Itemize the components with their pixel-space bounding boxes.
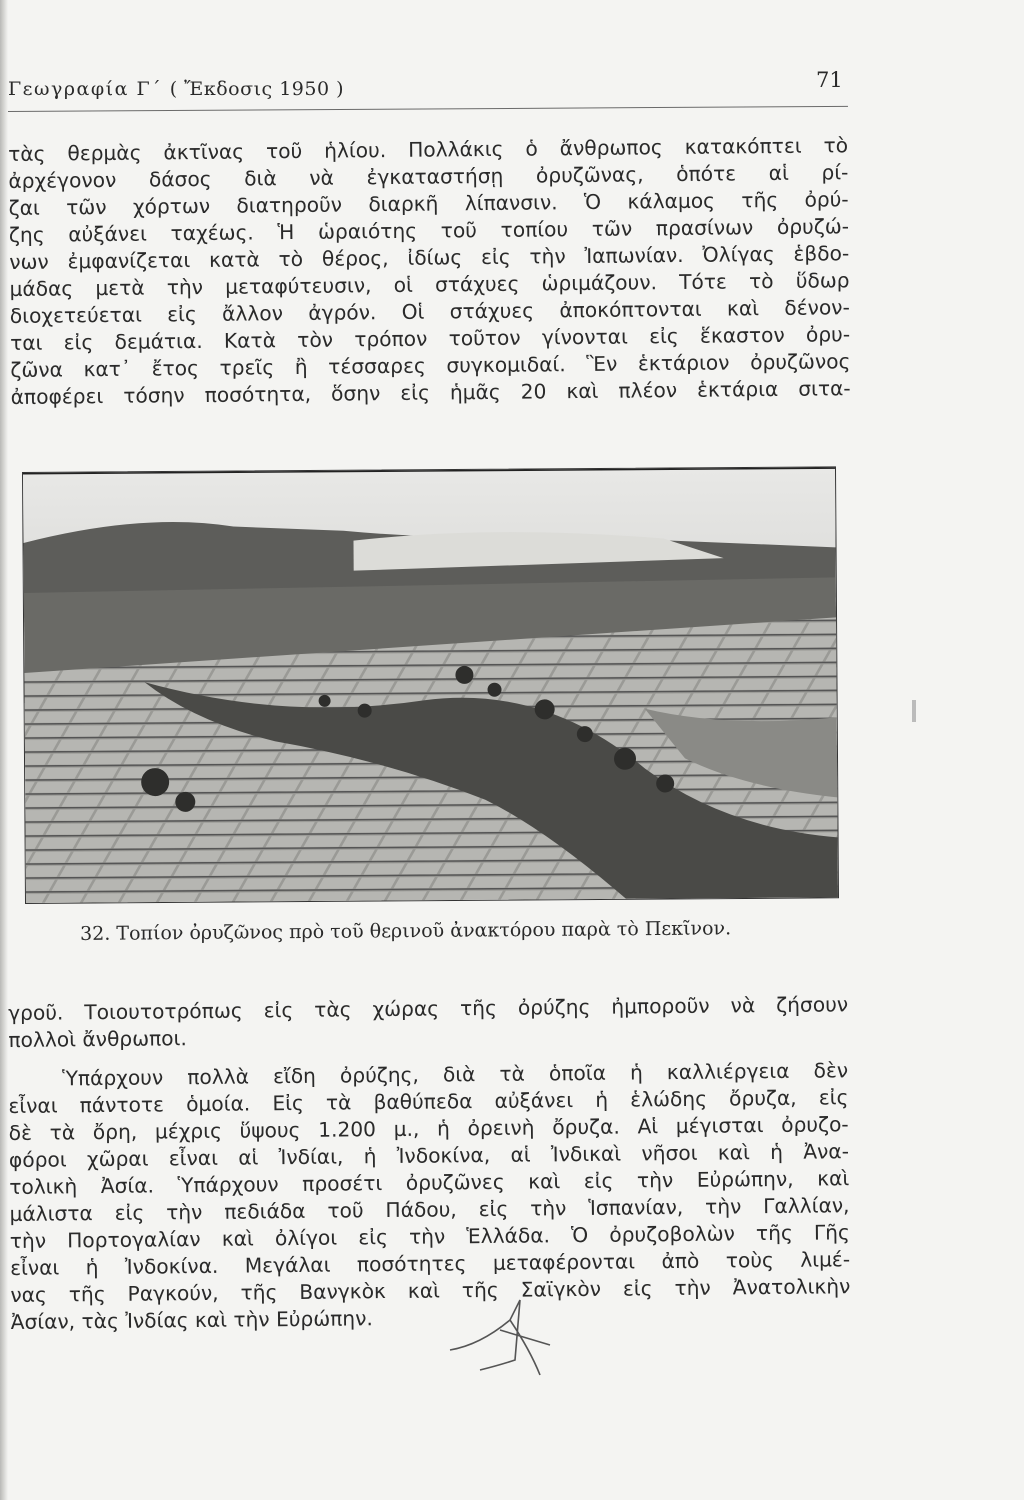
text-line: νων ἐμφανίζεται κατὰ τὸ θέρος, ἰδίως εἰς τὴν Ἰαπωνίαν. Ὀλίγας ἑβδο- xyxy=(9,241,850,274)
text-line: εἶναι πάντοτε ὁμοία. Εἰς τὰ βαθύπεδα αὐξάνει ἡ ἑλώδης ὄρυζα, εἰς xyxy=(8,1085,849,1118)
margin-mark xyxy=(912,700,916,722)
rice-field-illustration xyxy=(23,467,838,903)
header-rule xyxy=(8,106,848,112)
running-title: Γεωγραφία Γ΄ xyxy=(8,78,163,100)
page-edge-shadow xyxy=(0,0,8,1500)
text-line: ζῶνα κατ᾽ ἔτος τρεῖς ἢ τέσσαρες συγκομιδαί. Ἓν ἑκτάριον ὀρυζῶνος xyxy=(10,349,851,382)
text-line: μάλιστα εἰς τὴν πεδιάδα τοῦ Πάδου, εἰς τὴν Ἱσπανίαν, τὴν Γαλλίαν, xyxy=(9,1193,850,1226)
text-line: διοχετεύεται εἰς ἄλλον ἀγρόν. Οἱ στάχυες ἀποκόπτονται καὶ δένον- xyxy=(9,295,850,328)
rice-field-photo xyxy=(22,466,839,904)
text-line: νας τῆς Ραγκούν, τῆς Βανγκὸκ καὶ τῆς Σαϊγκὸν εἰς τὴν Ἀνατολικὴν xyxy=(10,1274,851,1307)
text-line: δὲ τὰ ὄρη, μέχρις ὕψους 1.200 μ., ἡ ὀρεινὴ ὄρυζα. Αἱ μέγισται ὀρυζο- xyxy=(8,1112,849,1145)
edition-label: ( Ἔκδοσις 1950 ) xyxy=(169,78,345,100)
page-number: 71 xyxy=(816,68,843,92)
handwritten-signature xyxy=(440,1290,560,1380)
text-line: Ἀσίαν, τὰς Ἰνδίας καὶ τὴν Εὐρώπην. xyxy=(10,1306,373,1334)
text-line: μάδας μετὰ τὴν μεταφύτευσιν, οἱ στάχυες ὡριμάζουν. Τότε τὸ ὕδωρ xyxy=(9,268,850,301)
running-head xyxy=(8,78,344,100)
paragraph-1 xyxy=(8,132,851,411)
text-line: Ὑπάρχουν πολλὰ εἴδη ὀρύζης, διὰ τὰ ὁποῖα ἡ καλλιέργεια δὲν xyxy=(62,1058,849,1091)
text-line: εἶναι ἡ Ἰνδοκίνα. Μεγάλαι ποσότητες μεταφέρονται ἀπὸ τοὺς λιμέ- xyxy=(9,1247,851,1280)
paragraph-3 xyxy=(8,1057,851,1336)
text-line: γροῦ. Τοιουτοτρόπως εἰς τὰς χώρας τῆς ὀρύζης ἠμποροῦν νὰ ζήσουν xyxy=(8,992,849,1025)
text-line: ἀποφέρει τόσην ποσότητα, ὅσην εἰς ἡμᾶς 20 καὶ πλέον ἑκτάρια σιτα- xyxy=(10,376,851,409)
text-line: τολικὴ Ἀσία. Ὑπάρχουν προσέτι ὀρυζῶνες καὶ εἰς τὴν Εὐρώπην, καὶ xyxy=(9,1166,850,1199)
text-line: ζαι τῶν χόρτων διατηροῦν διαρκῆ λίπανσιν. Ὁ κάλαμος τῆς ὀρύ- xyxy=(8,187,849,220)
text-line: φόροι χῶραι εἶναι αἱ Ἰνδίαι, ἡ Ἰνδοκίνα, αἱ Ἰνδικαὶ νῆσοι καὶ ἡ Ἀνα- xyxy=(8,1139,850,1172)
text-line: πολλοὶ ἄνθρωποι. xyxy=(8,1026,187,1052)
text-line: ζης αὐξάνει ταχέως. Ἡ ὡραιότης τοῦ τοπίου τῶν πρασίνων ὀρυζώ- xyxy=(8,214,850,247)
text-line: τὰς θερμὰς ἀκτῖνας τοῦ ἡλίου. Πολλάκις ὁ ἄνθρωπος κατακόπτει τὸ xyxy=(8,133,849,166)
paragraph-2 xyxy=(8,991,849,1054)
text-line: τὴν Πορτογαλίαν καὶ ὀλίγοι εἰς τὴν Ἑλλάδα. Ὁ ὀρυζοβολὼν τῆς Γῆς xyxy=(9,1220,850,1253)
text-line: ται εἰς δεμάτια. Κατὰ τὸν τρόπον τοῦτον γίνονται εἰς ἕκαστον ὀρυ- xyxy=(9,322,851,355)
text-line: ἀρχέγονον δάσος διὰ νὰ ἐγκαταστήσῃ ὀρυζῶνας, ὁπότε αἱ ρί- xyxy=(8,160,849,193)
figure-caption: 32. Τοπίον ὀρυζῶνος πρὸ τοῦ θερινοῦ ἀνακτόρου παρὰ τὸ Πεκῖνον. xyxy=(80,917,732,945)
